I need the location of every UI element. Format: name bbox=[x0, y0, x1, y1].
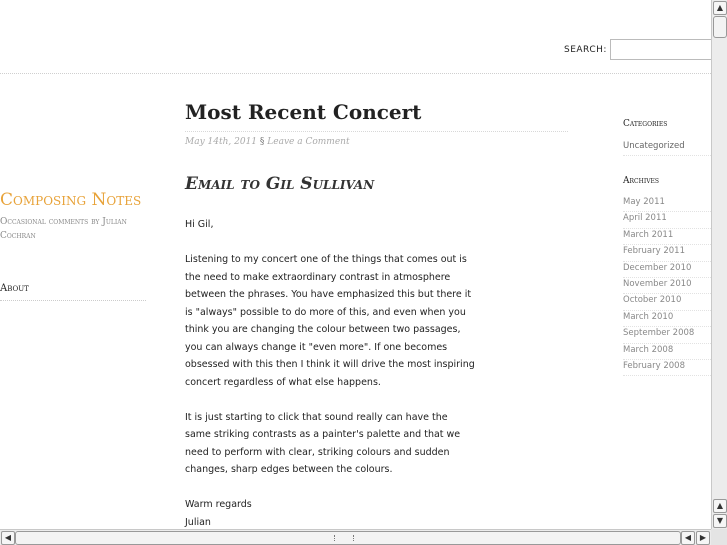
scroll-up-arrow-icon[interactable]: ▲ bbox=[713, 1, 727, 15]
archive-link[interactable]: May 2011 bbox=[623, 196, 713, 212]
nav-about-link[interactable]: About bbox=[0, 283, 146, 301]
horizontal-scroll-thumb[interactable] bbox=[15, 531, 681, 545]
post-signature: Julian bbox=[185, 516, 211, 528]
post-meta bbox=[185, 137, 350, 147]
scroll-left-arrow-icon[interactable]: ◀ bbox=[681, 531, 695, 545]
post-subtitle: Email to Gil Sullivan bbox=[185, 174, 375, 194]
post-date: May 14th, 2011 bbox=[185, 137, 258, 147]
archive-link[interactable]: March 2010 bbox=[623, 311, 713, 327]
vertical-scrollbar[interactable] bbox=[711, 0, 727, 529]
divider bbox=[185, 131, 568, 132]
archive-link[interactable]: December 2010 bbox=[623, 262, 713, 278]
archive-link[interactable]: November 2010 bbox=[623, 278, 713, 294]
scroll-up-arrow-icon[interactable]: ▲ bbox=[713, 499, 727, 513]
post-paragraph: It is just starting to click that sound really can have the same striking contrasts as a painter's palette and that we need to perform with clear, striking colours and sudden changes, sharp edges between the colours. bbox=[185, 411, 461, 475]
scroll-left-arrow-icon[interactable]: ◀ bbox=[1, 531, 15, 545]
meta-separator: § bbox=[259, 137, 265, 147]
archive-link[interactable]: February 2011 bbox=[623, 245, 713, 261]
archive-link[interactable]: March 2008 bbox=[623, 344, 713, 360]
vertical-scroll-thumb[interactable] bbox=[713, 16, 727, 38]
archive-link[interactable]: September 2008 bbox=[623, 327, 713, 343]
post-greeting: Hi Gil, bbox=[185, 219, 214, 230]
archive-link[interactable]: April 2011 bbox=[623, 212, 713, 228]
search-label: SEARCH: bbox=[564, 45, 607, 55]
grip-icon bbox=[334, 535, 354, 541]
scroll-right-arrow-icon[interactable]: ▶ bbox=[696, 531, 710, 545]
archive-link[interactable]: March 2011 bbox=[623, 229, 713, 245]
post-body bbox=[185, 216, 475, 531]
post-title[interactable]: Most Recent Concert bbox=[185, 100, 422, 124]
scroll-down-arrow-icon[interactable]: ▼ bbox=[713, 514, 727, 528]
categories-heading: Categories bbox=[623, 119, 668, 129]
post-paragraph: Listening to my concert one of the things that comes out is the need to make extraordinary contrast in atmosphere between the phrases. You have emphasized this but there it is "always" possible to do more of this, and even when you think you are changing the colour between two passages, you can always change it "even more". If one becomes obsessed with this then I think it will drive the most inspiring concert regardless of what else happens. bbox=[185, 254, 475, 388]
search-input[interactable] bbox=[610, 39, 720, 60]
leave-comment-link[interactable]: Leave a Comment bbox=[267, 137, 350, 147]
categories-list bbox=[623, 140, 713, 156]
post-closing: Warm regards bbox=[185, 499, 252, 510]
category-link[interactable]: Uncategorized bbox=[623, 140, 713, 156]
archive-link[interactable]: October 2010 bbox=[623, 294, 713, 310]
site-description: Occasional comments by Julian Cochran bbox=[0, 217, 127, 241]
scrollbar-corner bbox=[711, 529, 727, 545]
archives-list bbox=[623, 196, 713, 376]
page-header bbox=[0, 0, 711, 74]
site-title[interactable]: Composing Notes bbox=[0, 190, 142, 210]
horizontal-scrollbar[interactable] bbox=[0, 529, 711, 545]
archives-heading: Archives bbox=[623, 176, 660, 186]
archive-link[interactable]: February 2008 bbox=[623, 360, 713, 376]
